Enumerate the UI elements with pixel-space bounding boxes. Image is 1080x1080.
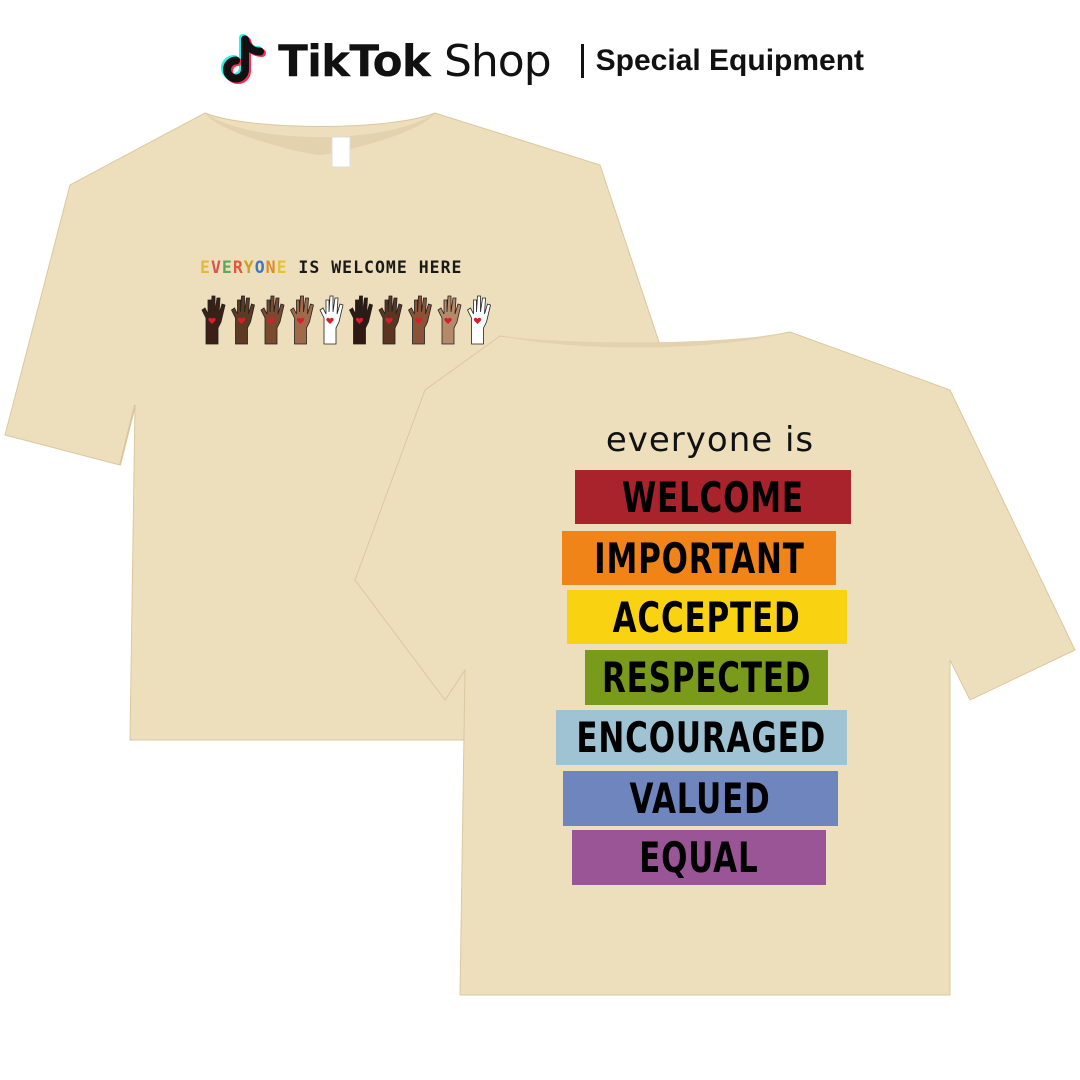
word-bar xyxy=(575,470,851,524)
word-bar xyxy=(556,710,847,765)
slogan-letter: E xyxy=(221,258,233,277)
shop-header xyxy=(0,26,1080,96)
brand-name: TikTok xyxy=(277,35,430,87)
slogan-letter: E xyxy=(276,258,288,277)
raised-hand-icon xyxy=(261,296,284,344)
brand-suffix: Shop xyxy=(443,35,551,87)
raised-hand-icon xyxy=(291,296,314,344)
slogan-letter: N xyxy=(265,258,277,277)
word-bar xyxy=(563,771,838,826)
slogan-letter: E xyxy=(200,258,211,277)
raised-hand-icon xyxy=(202,296,225,344)
word-bar-label: ACCEPTED xyxy=(613,592,801,642)
word-bar-label: EQUAL xyxy=(639,833,759,882)
word-bar xyxy=(562,531,836,585)
slogan-letter: Y xyxy=(243,258,255,277)
slogan-letter: V xyxy=(210,258,222,277)
word-bar xyxy=(572,830,826,885)
tiktok-logo-icon xyxy=(216,32,268,90)
slogan-letter: O xyxy=(254,258,266,277)
back-heading: everyone is xyxy=(605,420,815,460)
word-bar-label: ENCOURAGED xyxy=(576,713,827,762)
store-tagline: Special Equipment xyxy=(595,44,865,77)
word-bar-label: IMPORTANT xyxy=(593,533,805,583)
slogan-letter: R xyxy=(232,258,244,277)
header-divider xyxy=(581,44,584,78)
raised-hand-icon xyxy=(320,296,343,344)
word-bar-label: VALUED xyxy=(629,774,772,823)
word-bar xyxy=(567,590,847,644)
raised-hand-icon xyxy=(232,296,255,344)
word-bar-label: RESPECTED xyxy=(601,653,812,702)
word-bar xyxy=(585,650,828,705)
front-slogan xyxy=(200,258,500,277)
slogan-letter: IS WELCOME HERE xyxy=(287,258,463,277)
word-bar-label: WELCOME xyxy=(622,472,804,522)
